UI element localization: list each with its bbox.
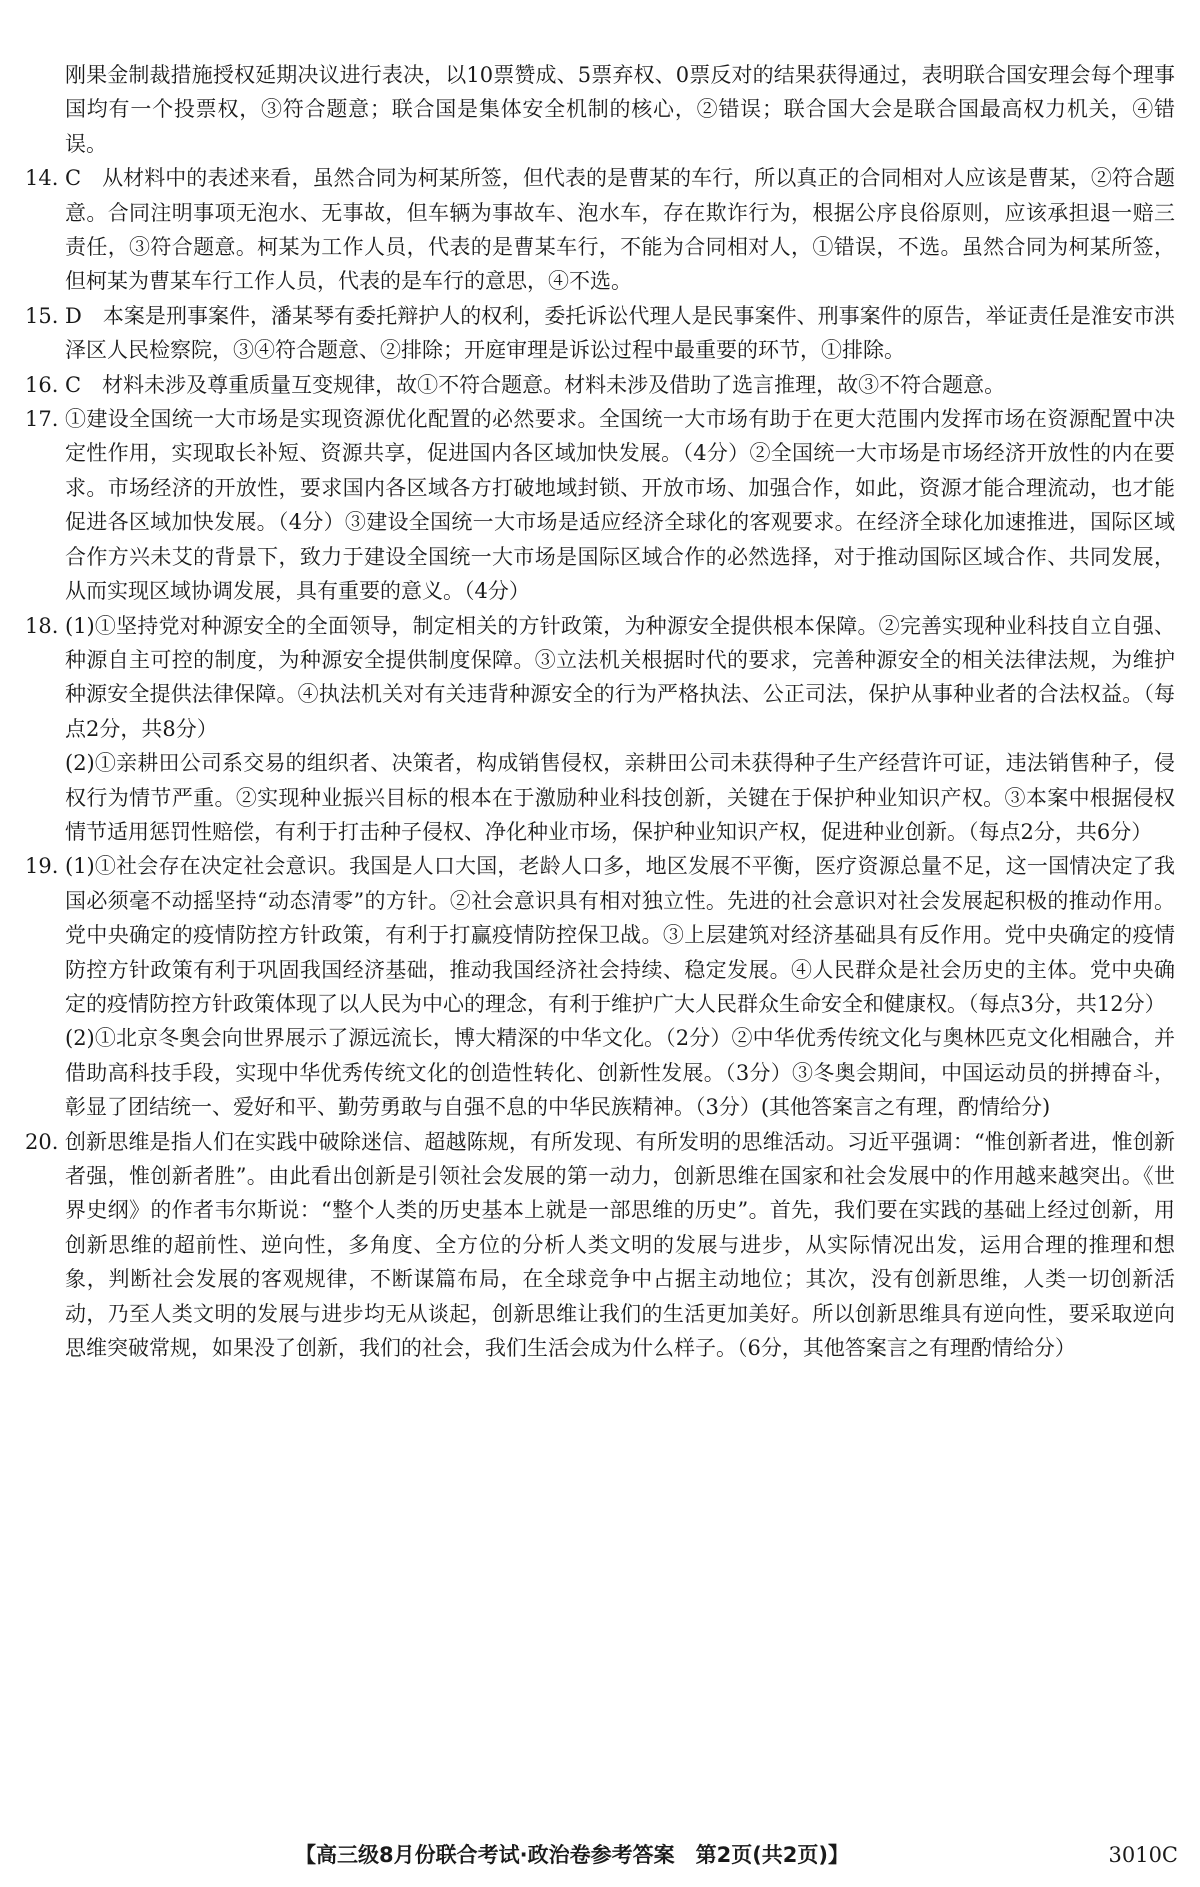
answer-item-18 <box>25 609 1175 850</box>
item-number: 19. <box>25 854 59 879</box>
answer-13-continuation: 刚果金制裁措施授权延期决议进行表决，以10票赞成、5票弃权、0票反对的结果获得通过，表明联合国安理会每个理事国均有一个投票权，③符合题意；联合国是集体安全机制的核心，②错误；联合国大会是联合国最高权力机关，④错误。 <box>65 63 1175 156</box>
item-number: 16. <box>25 372 59 397</box>
answer-item-15 <box>25 299 1175 368</box>
item-number: 14. <box>25 166 59 191</box>
page-footer <box>0 1838 1200 1872</box>
item-text: C 从材料中的表述来看，虽然合同为柯某所签，但代表的是曹某的车行，所以真正的合同相对人应该是曹某，②符合题意。合同注明事项无泡水、无事故，但车辆为事故车、泡水车，存在欺诈行为，根据公序良俗原则，应该承担退一赔三责任，③符合题意。柯某为工作人员，代表的是曹某车行，不能为合同相对人，①错误，不选。虽然合同为柯某所签，但柯某为曹某车行工作人员，代表的是车行的意思，④不选。 <box>65 166 1175 294</box>
footer-title: 【高三级8月份联合考试·政治卷参考答案 第2页(共2页)】 <box>295 1843 850 1867</box>
item-text: 创新思维是指人们在实践中破除迷信、超越陈规，有所发现、有所发明的思维活动。习近平强调：“惟创新者进，惟创新者强，惟创新者胜”。由此看出创新是引领社会发展的第一动力，创新思维在国家和社会发展中的作用越来越突出。《世界史纲》的作者韦尔斯说：“整个人类的历史基本上就是一部思维的历史”。首先，我们要在实践的基础上经过创新，用创新思维的超前性、逆向性，多角度、全方位的分析人类文明的发展与进步，从实际情况出发，运用合理的推理和想象，判断社会发展的客观规律，不断谋篇布局，在全球竞争中占据主动地位；其次，没有创新思维，人类一切创新活动，乃至人类文明的发展与进步均无从谈起，创新思维让我们的生活更加美好。所以创新思维具有逆向性，要采取逆向思维突破常规，如果没了创新，我们的社会，我们生活会成为什么样子。（6分，其他答案言之有理酌情给分） <box>65 1129 1175 1361</box>
item-text-part-1: (1)①社会存在决定社会意识。我国是人口大国，老龄人口多，地区发展不平衡，医疗资源总量不足，这一国情决定了我国必须毫不动摇坚持“动态清零”的方针。②社会意识具有相对独立性。先进的社会意识对社会发展起积极的推动作用。党中央确定的疫情防控方针政策，有利于打赢疫情防控保卫战。③上层建筑对经济基础具有反作用。党中央确定的疫情防控方针政策有利于巩固我国经济基础，推动我国经济社会持续、稳定发展。④人民群众是社会历史的主体。党中央确定的疫情防控方针政策体现了以人民为中心的理念，有利于维护广大人民群众生命安全和健康权。（每点3分，共12分） <box>65 854 1175 1016</box>
item-number: 15. <box>25 303 59 328</box>
item-text: D 本案是刑事案件，潘某琴有委托辩护人的权利，委托诉讼代理人是民事案件、刑事案件的原告，举证责任是淮安市洪泽区人民检察院，③④符合题意、②排除；开庭审理是诉讼过程中最重要的环节，①排除。 <box>65 303 1175 363</box>
answer-item-20 <box>25 1125 1175 1366</box>
paper-code: 3010C <box>1108 1843 1178 1867</box>
item-number: 17. <box>25 407 59 432</box>
answer-item-19 <box>25 849 1175 1124</box>
answer-sheet-page <box>25 58 1175 1365</box>
item-number: 18. <box>25 613 59 638</box>
answer-item-16 <box>25 368 1175 402</box>
item-text: C 材料未涉及尊重质量互变规律，故①不符合题意。材料未涉及借助了选言推理，故③不符合题意。 <box>65 372 1006 397</box>
item-number: 20. <box>25 1129 59 1154</box>
answer-item-17 <box>25 402 1175 608</box>
item-text-part-2: (2)①亲耕田公司系交易的组织者、决策者，构成销售侵权，亲耕田公司未获得种子生产经营许可证，违法销售种子，侵权行为情节严重。②实现种业振兴目标的根本在于激励种业科技创新，关键在于保护种业知识产权。③本案中根据侵权情节适用惩罚性赔偿，有利于打击种子侵权、净化种业市场，保护种业知识产权，促进种业创新。（每点2分，共6分） <box>65 751 1175 844</box>
item-text-part-1: (1)①坚持党对种源安全的全面领导，制定相关的方针政策，为种源安全提供根本保障。②完善实现种业科技自立自强、种源自主可控的制度，为种源安全提供制度保障。③立法机关根据时代的要求，完善种源安全的相关法律法规，为维护种源安全提供法律保障。④执法机关对有关违背种源安全的行为严格执法、公正司法，保护从事种业者的合法权益。（每点2分，共8分） <box>65 613 1175 741</box>
answer-item-14 <box>25 161 1175 299</box>
item-text: ①建设全国统一大市场是实现资源优化配置的必然要求。全国统一大市场有助于在更大范围内发挥市场在资源配置中决定性作用，实现取长补短、资源共享，促进国内各区域加快发展。（4分）②全国统一大市场是市场经济开放性的内在要求。市场经济的开放性，要求国内各区域各方打破地域封锁、开放市场、加强合作，如此，资源才能合理流动，也才能促进各区域加快发展。（4分）③建设全国统一大市场是适应经济全球化的客观要求。在经济全球化加速推进，国际区域合作方兴未艾的背景下，致力于建设全国统一大市场是国际区域合作的必然选择，对于推动国际区域合作、共同发展，从而实现区域协调发展，具有重要的意义。（4分） <box>65 407 1175 604</box>
item-text-part-2: (2)①北京冬奥会向世界展示了源远流长，博大精深的中华文化。（2分）②中华优秀传统文化与奥林匹克文化相融合，并借助高科技手段，实现中华优秀传统文化的创造性转化、创新性发展。（3分）③冬奥会期间，中国运动员的拼搏奋斗，彰显了团结统一、爱好和平、勤劳勇敢与自强不息的中华民族精神。（3分）(其他答案言之有理，酌情给分) <box>65 1026 1175 1120</box>
